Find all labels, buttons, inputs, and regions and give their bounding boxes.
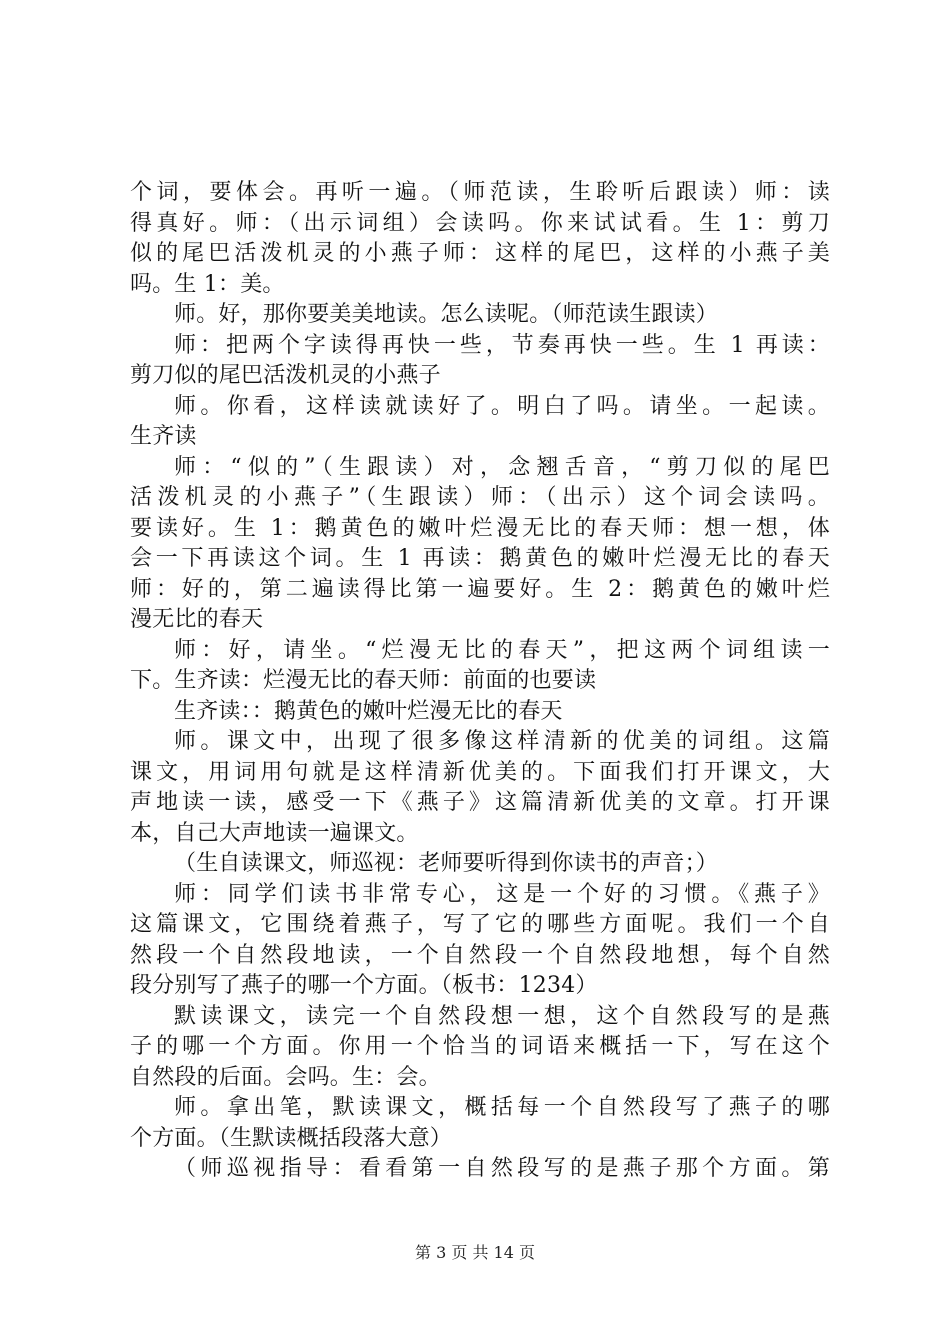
text-line: 生齐读 bbox=[130, 424, 197, 449]
text-line: 师。课文中，出现了很多像这样清新的优美的词组。这篇 bbox=[174, 729, 830, 754]
text-line: 生齐读：：鹅黄色的嫩叶烂漫无比的春天 bbox=[174, 698, 563, 724]
text-line: 课文，用词用句就是这样清新优美的。下面我们打开课文，大 bbox=[130, 759, 830, 785]
text-line: （生自读课文，师巡视：老师要听得到你读书的声音；） bbox=[174, 851, 719, 876]
text-line: 师：“似的”（生跟读）对，念翘舌音，“剪刀似的尾巴 bbox=[174, 454, 830, 480]
text-line: 自然段的后面。会吗。生：会。 bbox=[130, 1064, 441, 1090]
text-line: 声地读一读，感受一下《燕子》这篇清新优美的文章。打开课 bbox=[130, 790, 830, 815]
page-footer: 第 3 页 共 14 页 bbox=[415, 1243, 535, 1262]
text-line: 默读课文，读完一个自然段想一想，这个自然段写的是燕 bbox=[174, 1003, 830, 1029]
text-line: 段分别写了燕子的哪一个方面。（板书：1234） bbox=[130, 973, 598, 998]
text-line: 剪刀似的尾巴活泼机灵的小燕子 bbox=[130, 363, 441, 388]
text-line: 师：好，请坐。“烂漫无比的春天”，把这两个词组读一 bbox=[174, 637, 830, 663]
text-line: 似的尾巴活泼机灵的小燕子师：这样的尾巴，这样的小燕子美 bbox=[130, 241, 830, 266]
text-line: 得真好。师：（出示词组）会读吗。你来试试看。生 1：剪刀 bbox=[130, 210, 830, 236]
text-line: 要读好。生 1：鹅黄色的嫩叶烂漫无比的春天师：想一想，体 bbox=[130, 515, 830, 541]
text-line: （师巡视指导：看看第一自然段写的是燕子那个方面。第 bbox=[174, 1156, 830, 1181]
text-line: 本，自己大声地读一遍课文。 bbox=[130, 820, 419, 846]
text-line: 师：同学们读书非常专心，这是一个好的习惯。《燕子》 bbox=[174, 881, 830, 907]
text-line: 活泼机灵的小燕子”（生跟读）师：（出示）这个词会读吗。 bbox=[130, 485, 830, 510]
text-line: 会一下再读这个词。生 1 再读：鹅黄色的嫩叶烂漫无比的春天 bbox=[130, 546, 830, 571]
text-line: 师。你看，这样读就读好了。明白了吗。请坐。一起读。 bbox=[174, 393, 830, 419]
text-line: 这篇课文，它围绕着燕子，写了它的哪些方面呢。我们一个自 bbox=[130, 912, 830, 937]
document-body bbox=[130, 178, 830, 1185]
text-line: 师：好的，第二遍读得比第一遍要好。生 2：鹅黄色的嫩叶烂 bbox=[130, 576, 830, 602]
text-line: 然段一个自然段地读，一个自然段一个自然段地想，每个自然 bbox=[130, 942, 830, 968]
text-line: 个词，要体会。再听一遍。（师范读，生聆听后跟读）师：读 bbox=[130, 180, 830, 205]
text-line: 下。生齐读：烂漫无比的春天师：前面的也要读 bbox=[130, 668, 597, 693]
text-line: 师。拿出笔，默读课文，概括每一个自然段写了燕子的哪 bbox=[174, 1095, 830, 1120]
text-line: 个方面。（生默读概括段落大意） bbox=[130, 1125, 453, 1151]
text-line: 漫无比的春天 bbox=[130, 607, 264, 632]
text-line: 吗。生 1：美。 bbox=[130, 271, 285, 297]
text-line: 师。好，那你要美美地读。怎么读呢。（师范读生跟读） bbox=[174, 302, 719, 327]
text-line: 师：把两个字读得再快一些，节奏再快一些。生 1 再读： bbox=[174, 332, 830, 358]
text-line: 子的哪一个方面。你用一个恰当的词语来概括一下，写在这个 bbox=[130, 1034, 830, 1059]
